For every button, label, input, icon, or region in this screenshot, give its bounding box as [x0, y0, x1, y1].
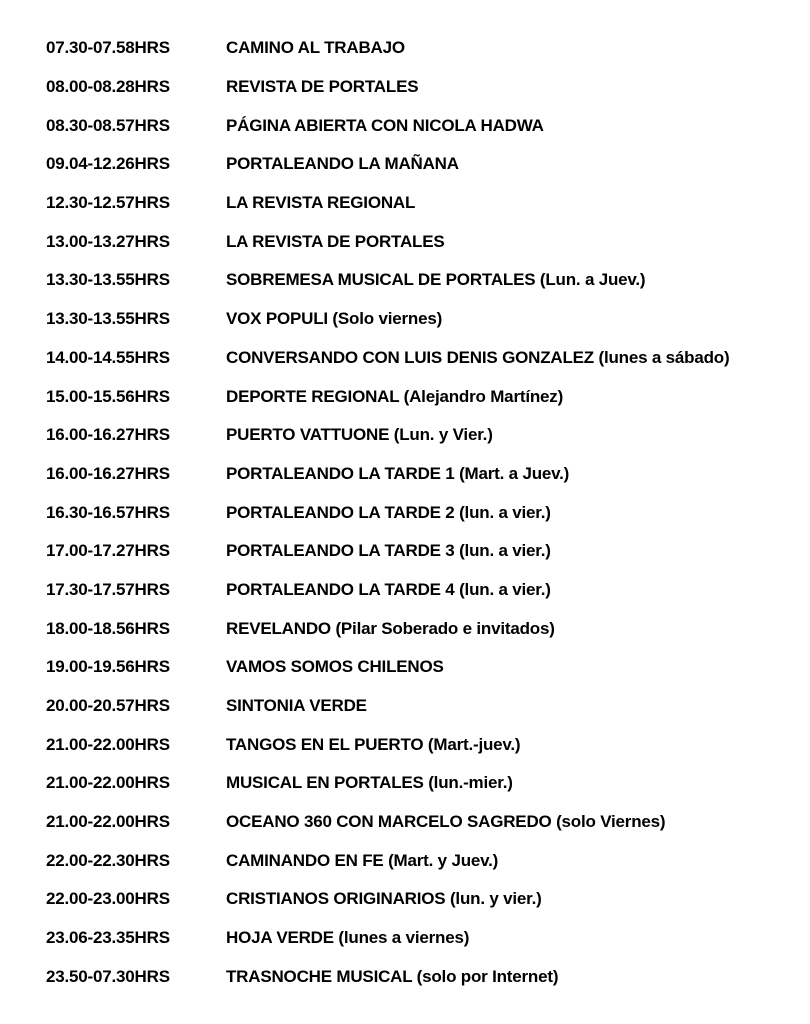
time-slot: 09.04-12.26HRS	[46, 154, 170, 174]
schedule-row	[0, 416, 810, 455]
time-slot: 17.00-17.27HRS	[46, 541, 170, 561]
time-slot: 22.00-22.30HRS	[46, 850, 170, 870]
time-slot: 19.00-19.56HRS	[46, 657, 170, 677]
schedule-row	[0, 919, 810, 958]
program-title: CAMINANDO EN FE (Mart. y Juev.)	[226, 850, 499, 870]
time-slot: 22.00-23.00HRS	[46, 889, 170, 909]
program-title: TANGOS EN EL PUERTO (Mart.-juev.)	[226, 734, 521, 754]
program-title: DEPORTE REGIONAL (Alejandro Martínez)	[226, 386, 564, 406]
program-schedule	[0, 29, 810, 996]
time-slot: 21.00-22.00HRS	[46, 812, 170, 832]
time-slot: 13.30-13.55HRS	[46, 309, 170, 329]
program-title: VOX POPULI (Solo viernes)	[226, 309, 443, 329]
schedule-row	[0, 106, 810, 145]
program-title: MUSICAL EN PORTALES (lun.-mier.)	[226, 773, 513, 793]
program-title: LA REVISTA DE PORTALES	[226, 231, 445, 251]
program-title: REVISTA DE PORTALES	[226, 77, 419, 97]
program-title: HOJA VERDE (lunes a viernes)	[226, 928, 470, 948]
time-slot: 23.06-23.35HRS	[46, 928, 170, 948]
time-slot: 14.00-14.55HRS	[46, 347, 170, 367]
schedule-row	[0, 261, 810, 300]
program-title: SOBREMESA MUSICAL DE PORTALES (Lun. a Juev.)	[226, 270, 646, 290]
program-title: CONVERSANDO CON LUIS DENIS GONZALEZ (lunes a sábado)	[226, 347, 730, 367]
schedule-row	[0, 300, 810, 339]
program-title: PÁGINA ABIERTA CON NICOLA HADWA	[226, 115, 544, 135]
program-title: PORTALEANDO LA TARDE 1 (Mart. a Juev.)	[226, 463, 570, 483]
program-title: REVELANDO (Pilar Soberado e invitados)	[226, 618, 555, 638]
schedule-row	[0, 339, 810, 378]
time-slot: 08.30-08.57HRS	[46, 115, 170, 135]
schedule-row	[0, 532, 810, 571]
time-slot: 16.30-16.57HRS	[46, 502, 170, 522]
schedule-row	[0, 29, 810, 68]
schedule-row	[0, 184, 810, 223]
program-title: VAMOS SOMOS CHILENOS	[226, 657, 444, 677]
schedule-row	[0, 764, 810, 803]
schedule-row	[0, 725, 810, 764]
time-slot: 07.30-07.58HRS	[46, 38, 170, 58]
schedule-row	[0, 958, 810, 997]
program-title: OCEANO 360 CON MARCELO SAGREDO (solo Viernes)	[226, 812, 666, 832]
program-title: PORTALEANDO LA TARDE 3 (lun. a vier.)	[226, 541, 551, 561]
program-title: PORTALEANDO LA TARDE 4 (lun. a vier.)	[226, 579, 551, 599]
time-slot: 17.30-17.57HRS	[46, 579, 170, 599]
schedule-row	[0, 68, 810, 107]
schedule-row	[0, 841, 810, 880]
schedule-row	[0, 571, 810, 610]
program-title: CAMINO AL TRABAJO	[226, 38, 405, 58]
schedule-row	[0, 609, 810, 648]
time-slot: 12.30-12.57HRS	[46, 193, 170, 213]
schedule-row	[0, 145, 810, 184]
schedule-row	[0, 803, 810, 842]
time-slot: 13.30-13.55HRS	[46, 270, 170, 290]
program-title: PORTALEANDO LA MAÑANA	[226, 154, 459, 174]
schedule-row	[0, 493, 810, 532]
program-title: PORTALEANDO LA TARDE 2 (lun. a vier.)	[226, 502, 551, 522]
schedule-row	[0, 648, 810, 687]
schedule-row	[0, 222, 810, 261]
program-title: CRISTIANOS ORIGINARIOS (lun. y vier.)	[226, 889, 542, 909]
program-title: PUERTO VATTUONE (Lun. y Vier.)	[226, 425, 493, 445]
program-title: SINTONIA VERDE	[226, 696, 367, 716]
schedule-row	[0, 880, 810, 919]
time-slot: 20.00-20.57HRS	[46, 696, 170, 716]
time-slot: 18.00-18.56HRS	[46, 618, 170, 638]
schedule-row	[0, 687, 810, 726]
schedule-row	[0, 377, 810, 416]
time-slot: 23.50-07.30HRS	[46, 966, 170, 986]
time-slot: 16.00-16.27HRS	[46, 425, 170, 445]
schedule-row	[0, 455, 810, 494]
time-slot: 21.00-22.00HRS	[46, 734, 170, 754]
time-slot: 08.00-08.28HRS	[46, 77, 170, 97]
time-slot: 16.00-16.27HRS	[46, 463, 170, 483]
time-slot: 15.00-15.56HRS	[46, 386, 170, 406]
program-title: LA REVISTA REGIONAL	[226, 193, 416, 213]
time-slot: 21.00-22.00HRS	[46, 773, 170, 793]
time-slot: 13.00-13.27HRS	[46, 231, 170, 251]
program-title: TRASNOCHE MUSICAL (solo por Internet)	[226, 966, 559, 986]
